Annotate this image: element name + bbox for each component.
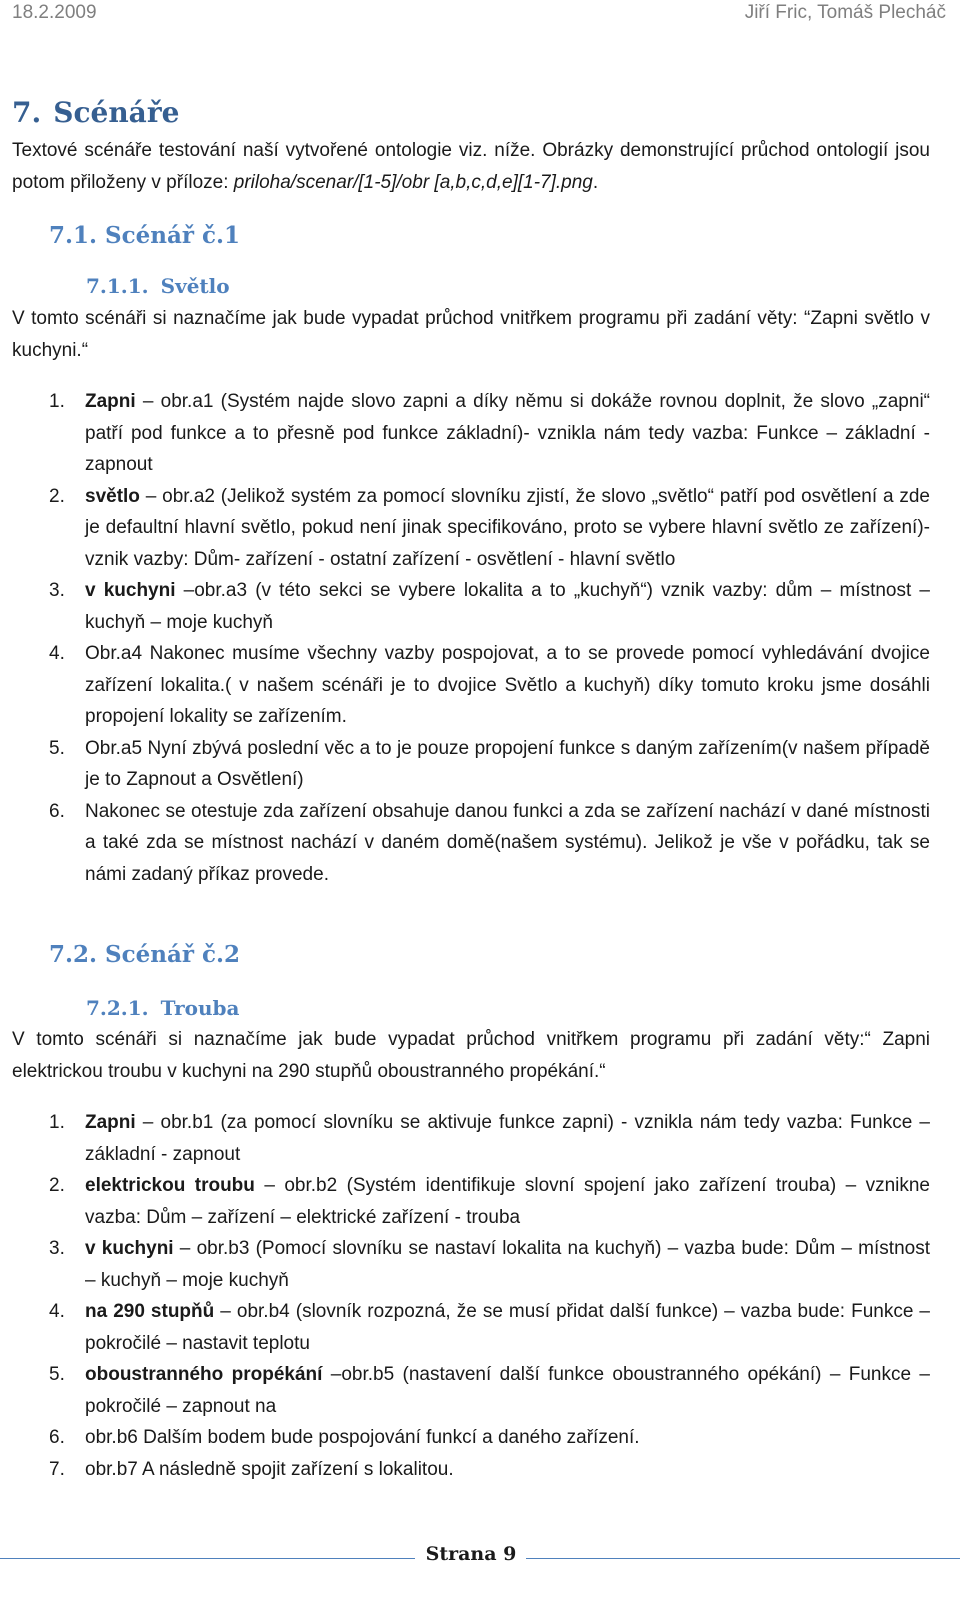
list-item-keyword: Zapni xyxy=(85,391,136,412)
list-item xyxy=(0,1359,930,1422)
list-item-number: 4. xyxy=(49,1301,65,1322)
list-item-keyword: na 290 stupňů xyxy=(85,1301,215,1322)
list-item-number: 7. xyxy=(49,1458,65,1480)
scenario1-heading: 7.1. Scénář č.1 xyxy=(49,222,241,249)
list-item-text: – obr.a1 (Systém najde slovo zapni a díky němu si dokáže rovnou doplnit, že slovo „zapni“ patří pod funkce a to přesně pod funkce základní)- vznikla nám tedy vazba: Funkce – základní - zapnout xyxy=(85,391,930,475)
scenario1-sub-title: Světlo xyxy=(160,274,230,298)
scenario1-subheading xyxy=(86,274,230,298)
list-item-text: – obr.b3 (Pomocí slovníku se nastaví lokalita na kuchyň) – vazba bude: Dům – místnost – kuchyň – moje kuchyň xyxy=(85,1238,930,1291)
list-item xyxy=(0,1454,930,1486)
list-item-number: 5. xyxy=(49,1364,65,1385)
list-item-number: 1. xyxy=(49,1112,65,1133)
section-intro-end: . xyxy=(592,171,599,193)
list-item xyxy=(0,796,930,891)
list-item-number: 5. xyxy=(49,737,65,759)
list-item-number: 3. xyxy=(49,580,65,601)
list-item-text: Nakonec se otestuje zda zařízení obsahuje danou funkci a zda se zařízení nachází v dané místnosti a také zda se místnost nachází v daném domě(našem systému). Jelikož je vše v pořádku, tak se námi zadaný příkaz provede. xyxy=(85,800,930,885)
section-intro xyxy=(12,135,930,198)
list-item-text: –obr.a3 (v této sekci se vybere lokalita a to „kuchyň“) vznik vazby: dům – místnost – kuchyň – moje kuchyň xyxy=(85,580,930,633)
header-authors: Jiří Fric, Tomáš Plecháč xyxy=(744,2,946,23)
scenario2-sub-title: Trouba xyxy=(160,996,240,1020)
list-item-text: obr.b7 A následně spojit zařízení s lokalitou. xyxy=(85,1458,454,1480)
list-item xyxy=(0,1233,930,1296)
scenario1-intro: V tomto scénáři si naznačíme jak bude vypadat průchod vnitřkem programu při zadání věty: “Zapni světlo v kuchyni.“ xyxy=(12,308,930,361)
list-item-text: Obr.a5 Nyní zbývá poslední věc a to je pouze propojení funkce s daným zařízením(v našem případě je to Zapnout a Osvětlení) xyxy=(85,737,930,790)
list-item-number: 6. xyxy=(49,1427,65,1448)
scenario2-heading: 7.2. Scénář č.2 xyxy=(49,941,241,968)
section-title: Scénáře xyxy=(53,96,180,129)
section-number: 7. xyxy=(12,96,42,129)
list-item-keyword: oboustranného propékání xyxy=(85,1364,323,1385)
list-item xyxy=(0,575,930,638)
scenario2-sub-number: 7.2.1. xyxy=(86,996,149,1020)
scenario2-intro: V tomto scénáři si naznačíme jak bude vypadat průchod vnitřkem programu při zadání věty:“ Zapni elektrickou troubu v kuchyni na 290 stupňů oboustranného propékání.“ xyxy=(12,1029,930,1082)
list-item-keyword: v kuchyni xyxy=(85,580,176,601)
list-item-text: obr.b6 Dalším bodem bude pospojování funkcí a daného zařízení. xyxy=(85,1427,640,1448)
list-item-number: 2. xyxy=(49,485,65,507)
header-date: 18.2.2009 xyxy=(12,2,97,23)
list-item xyxy=(0,481,930,576)
list-item-text: Obr.a4 Nakonec musíme všechny vazby pospojovat, a to se provede pomocí vyhledávání dvojice zařízení lokalita.( v našem scénáři je to dvojice Světlo a kuchyň) díky tomuto kroku jsme dosáhli propojení lokality se zařízením. xyxy=(85,643,930,727)
scenario2-subheading xyxy=(86,996,239,1020)
list-item xyxy=(0,386,930,481)
list-item-keyword: v kuchyni xyxy=(85,1238,174,1259)
list-item xyxy=(0,638,930,733)
list-item-number: 6. xyxy=(49,800,65,822)
list-item-text: – obr.b4 (slovník rozpozná, že se musí přidat další funkce) – vazba bude: Funkce – pokročilé – nastavit teplotu xyxy=(85,1301,930,1354)
section-heading xyxy=(12,96,179,129)
section-intro-path: priloha/scenar/[1-5]/obr [a,b,c,d,e][1-7].png xyxy=(233,171,593,193)
list-item-keyword: světlo xyxy=(85,485,140,507)
list-item xyxy=(0,1422,930,1454)
list-item-keyword: Zapni xyxy=(85,1112,136,1133)
list-item-keyword: elektrickou troubu xyxy=(85,1175,255,1196)
list-item-number: 4. xyxy=(49,643,65,664)
scenario1-sub-number: 7.1.1. xyxy=(86,274,149,298)
list-item-text: – obr.b2 (Systém identifikuje slovní spojení jako zařízení trouba) – vznikne vazba: Dům – zařízení – elektrické zařízení - trouba xyxy=(85,1175,930,1228)
scenario2-steps xyxy=(0,1107,930,1485)
list-item-text: –obr.b5 (nastavení další funkce oboustranného opékání) – Funkce – pokročilé – zapnout na xyxy=(85,1364,930,1417)
list-item xyxy=(0,1170,930,1233)
list-item xyxy=(0,1296,930,1359)
list-item-number: 1. xyxy=(49,391,65,412)
page-number: Strana 9 xyxy=(425,1543,517,1565)
list-item-text: – obr.b1 (za pomocí slovníku se aktivuje funkce zapni) - vznikla nám tedy vazba: Funkce – základní - zapnout xyxy=(85,1112,930,1165)
list-item xyxy=(0,1107,930,1170)
section-intro-text: Textové scénáře testování naší vytvořené ontologie viz. níže. Obrázky demonstrující průchod ontologií jsou potom přiloženy v příloze: xyxy=(12,140,930,193)
list-item xyxy=(0,733,930,796)
list-item-text: – obr.a2 (Jelikož systém za pomocí slovníku zjistí, že slovo „světlo“ patří pod osvětlení a zde je defaultní hlavní světlo, pokud není jinak specifikováno, proto se vybere hlavní světlo ze zařízení)- vznik vazby: Dům- zařízení - ostatní zařízení - osvětlení - hlavní světlo xyxy=(85,485,930,570)
scenario1-steps xyxy=(0,386,930,890)
list-item-number: 3. xyxy=(49,1238,65,1259)
list-item-number: 2. xyxy=(49,1175,65,1196)
